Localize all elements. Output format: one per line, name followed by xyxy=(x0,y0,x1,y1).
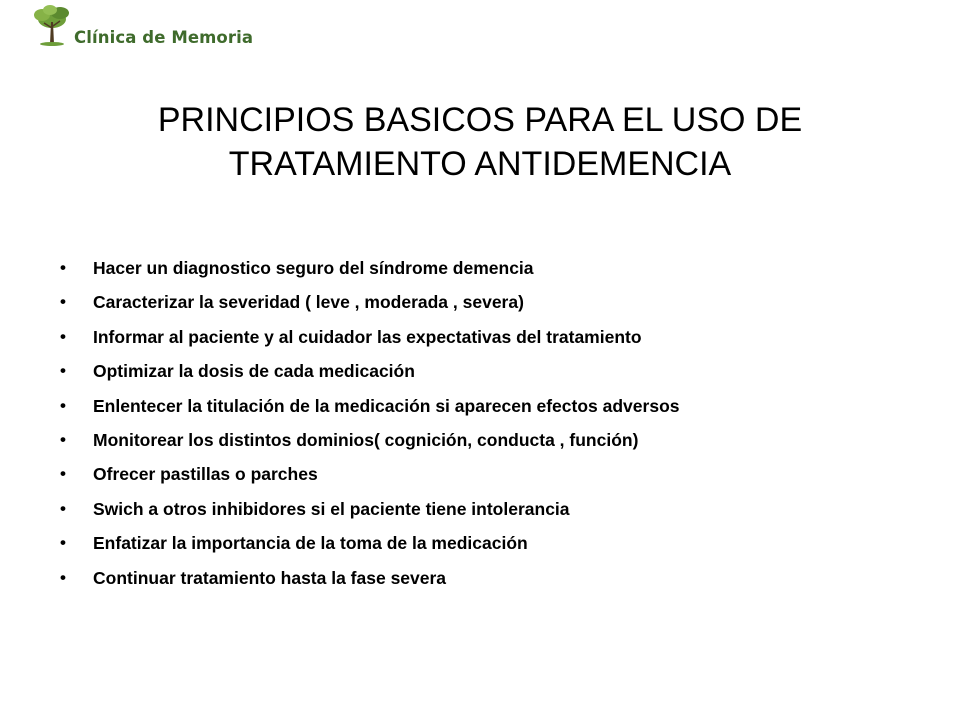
bullet-icon: • xyxy=(60,533,66,553)
clinic-logo xyxy=(30,4,260,52)
clinic-name: Clínica de Memoria xyxy=(74,28,254,47)
list-item xyxy=(60,285,680,319)
list-item-text: Continuar tratamiento hasta la fase severa xyxy=(93,567,447,588)
list-item xyxy=(60,561,680,595)
list-item xyxy=(60,320,680,354)
slide-title: PRINCIPIOS BASICOS PARA EL USO DE TRATAMIENTO ANTIDEMENCIA xyxy=(157,101,803,183)
bullet-list xyxy=(60,251,680,595)
list-item xyxy=(60,389,680,423)
bullet-icon: • xyxy=(60,498,66,518)
list-item-text: Enfatizar la importancia de la toma de la medicación xyxy=(93,533,528,554)
bullet-icon: • xyxy=(60,395,66,415)
list-item-text: Swich a otros inhibidores si el paciente tiene intolerancia xyxy=(93,498,570,519)
list-item-text: Enlentecer la titulación de la medicación si aparecen efectos adversos xyxy=(93,395,680,416)
bullet-icon: • xyxy=(60,464,66,484)
list-item-text: Ofrecer pastillas o parches xyxy=(93,464,318,485)
bullet-icon: • xyxy=(60,326,66,346)
tree-icon xyxy=(30,4,78,50)
list-item-text: Caracterizar la severidad ( leve , moderada , severa) xyxy=(93,292,524,313)
list-item xyxy=(60,251,680,285)
list-item-text: Optimizar la dosis de cada medicación xyxy=(93,361,415,382)
list-item xyxy=(60,526,680,560)
bullet-icon: • xyxy=(60,258,66,277)
bullet-icon: • xyxy=(60,567,66,587)
list-item-text: Monitorear los distintos dominios( cognición, conducta , función) xyxy=(93,429,639,450)
list-item xyxy=(60,354,680,388)
bullet-icon: • xyxy=(60,292,66,312)
list-item xyxy=(60,457,680,491)
list-item-text: Hacer un diagnostico seguro del síndrome demencia xyxy=(93,258,534,278)
list-item xyxy=(60,492,680,526)
list-item xyxy=(60,423,680,457)
bullet-icon: • xyxy=(60,361,66,381)
bullet-icon: • xyxy=(60,429,66,449)
list-item-text: Informar al paciente y al cuidador las expectativas del tratamiento xyxy=(93,326,642,347)
